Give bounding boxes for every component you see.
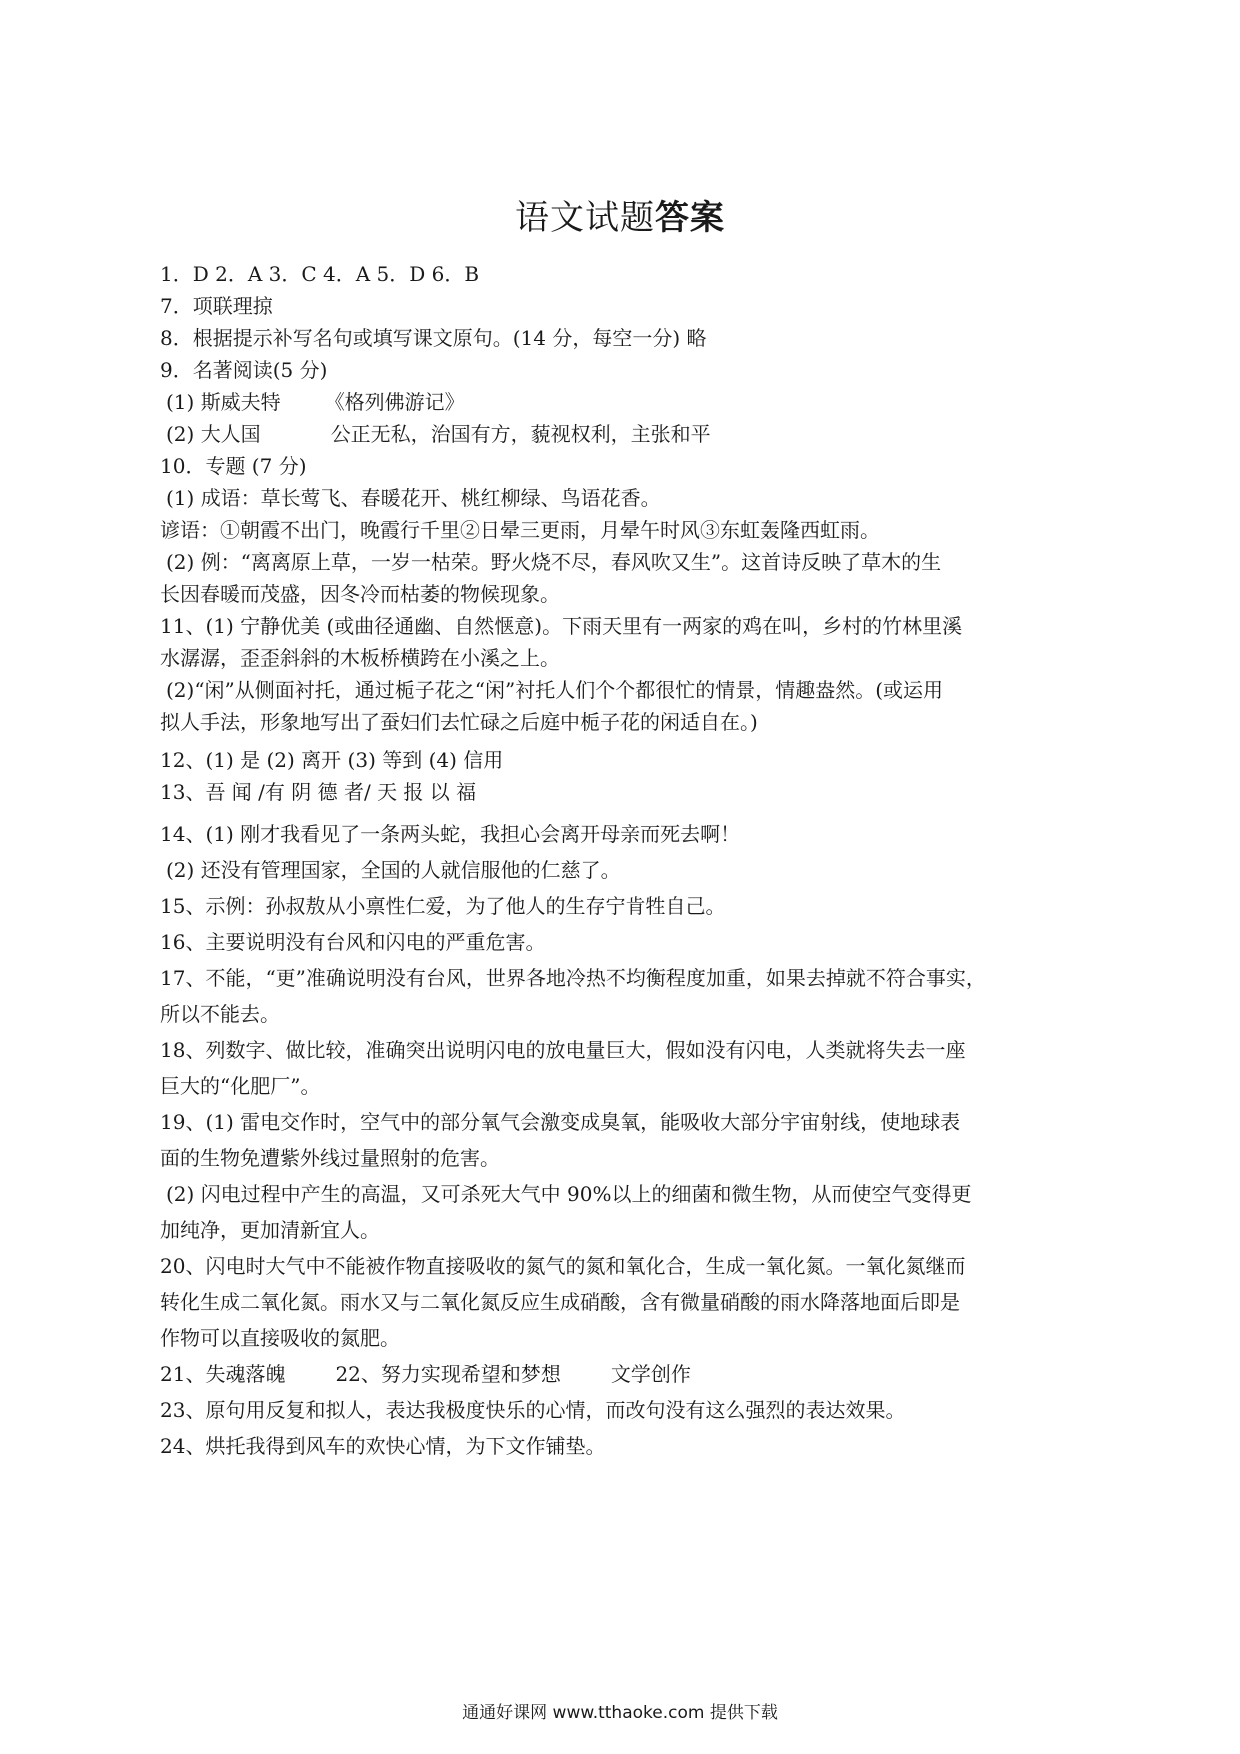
answer-line: (2)“闲”从侧面衬托，通过栀子花之“闲”衬托人们个个都很忙的情景，情趣盎然。(或运用: [166, 678, 944, 702]
answer-line: (1) 成语：草长莺飞、春暖花开、桃红柳绿、鸟语花香。: [166, 486, 661, 510]
answer-line: 1．D 2．A 3．C 4．A 5．D 6．B: [160, 262, 480, 286]
answer-line: 谚语：①朝霞不出门，晚霞行千里②日晕三更雨，月晕午时风③东虹轰隆西虹雨。: [160, 518, 880, 542]
answer-traits: 公正无私，治国有方，藐视权利，主张和平: [330, 422, 711, 446]
answer-line: 12、(1) 是 (2) 离开 (3) 等到 (4) 信用: [160, 748, 504, 772]
footer-source-text: 通通好课网 www.tthaoke.com 提供下载: [462, 1703, 778, 1723]
answer-line: 24、烘托我得到风车的欢快心情，为下文作铺垫。: [160, 1434, 606, 1458]
answer-line: (2) 闪电过程中产生的高温，又可杀死大气中 90%以上的细菌和微生物，从而使空气变得更: [166, 1182, 972, 1206]
answer-book: 《格列佛游记》: [324, 390, 465, 414]
answer-line: 10．专题 (7 分): [160, 454, 307, 478]
answer-22-extra: 文学创作: [610, 1362, 691, 1386]
answer-line: 水潺潺，歪歪斜斜的木板桥横跨在小溪之上。: [160, 646, 560, 670]
answer-line: 面的生物免遭紫外线过量照射的危害。: [160, 1146, 500, 1170]
answer-line: (2) 还没有管理国家，全国的人就信服他的仁慈了。: [166, 858, 621, 882]
answer-country: (2) 大人国: [166, 422, 261, 446]
title-regular: 语文试题: [515, 198, 655, 238]
answer-line: 19、(1) 雷电交作时，空气中的部分氧气会激变成臭氧，能吸收大部分宇宙射线，使地球表: [160, 1110, 961, 1134]
answer-line: 15、示例：孙叔敖从小禀性仁爱，为了他人的生存宁肯牲自己。: [160, 894, 726, 918]
answer-line: [160, 1356, 1080, 1392]
answer-line: 拟人手法，形象地写出了蚕妇们去忙碌之后庭中栀子花的闲适自在。): [160, 710, 758, 734]
answer-line: 8．根据提示补写名句或填写课文原句。(14 分，每空一分) 略: [160, 326, 707, 350]
title-bold: 答案: [655, 198, 725, 238]
answer-line: 23、原句用反复和拟人，表达我极度快乐的心情，而改句没有这么强烈的表达效果。: [160, 1398, 906, 1422]
answer-line: 11、(1) 宁静优美 (或曲径通幽、自然惬意)。下雨天里有一两家的鸡在叫，乡村的竹林里溪: [160, 614, 963, 638]
answer-line: 17、不能，“更”准确说明没有台风，世界各地冷热不均衡程度加重，如果去掉就不符合事实，: [160, 966, 986, 990]
answer-line: 作物可以直接吸收的氮肥。: [160, 1326, 400, 1350]
answer-line: 长因春暖而茂盛，因冬冷而枯萎的物候现象。: [160, 582, 560, 606]
answer-22: 22、努力实现希望和梦想: [335, 1362, 561, 1386]
answer-line: 13、吾 闻 /有 阴 德 者/ 天 报 以 福: [160, 780, 477, 804]
answer-line: 18、列数字、做比较，准确突出说明闪电的放电量巨大，假如没有闪电，人类就将失去一座: [160, 1038, 966, 1062]
page-title: [0, 190, 1240, 239]
answer-line: 14、(1) 刚才我看见了一条两头蛇，我担心会离开母亲而死去啊！: [160, 822, 741, 846]
answer-line: (2) 例：“离离原上草，一岁一枯荣。野火烧不尽，春风吹又生”。这首诗反映了草木的生: [166, 550, 942, 574]
answer-line: [160, 386, 1080, 418]
answer-21: 21、失魂落魄: [160, 1362, 286, 1386]
answer-line: 20、闪电时大气中不能被作物直接吸收的氮气的氮和氧化合，生成一氧化氮。一氧化氮继而: [160, 1254, 966, 1278]
answer-line: [160, 418, 1080, 450]
answer-line: 7．项联理掠: [160, 294, 273, 318]
answer-line: 转化生成二氧化氮。雨水又与二氧化氮反应生成硝酸，含有微量硝酸的雨水降落地面后即是: [160, 1290, 960, 1314]
answer-line: 16、主要说明没有台风和闪电的严重危害。: [160, 930, 546, 954]
answer-line: 所以不能去。: [160, 1002, 280, 1026]
answer-author: (1) 斯威夫特: [166, 390, 281, 414]
answer-line: 加纯净，更加清新宜人。: [160, 1218, 380, 1242]
answer-body: [160, 258, 1080, 1464]
answer-line: 巨大的“化肥厂”。: [160, 1074, 321, 1098]
answer-line: 9．名著阅读(5 分): [160, 358, 328, 382]
